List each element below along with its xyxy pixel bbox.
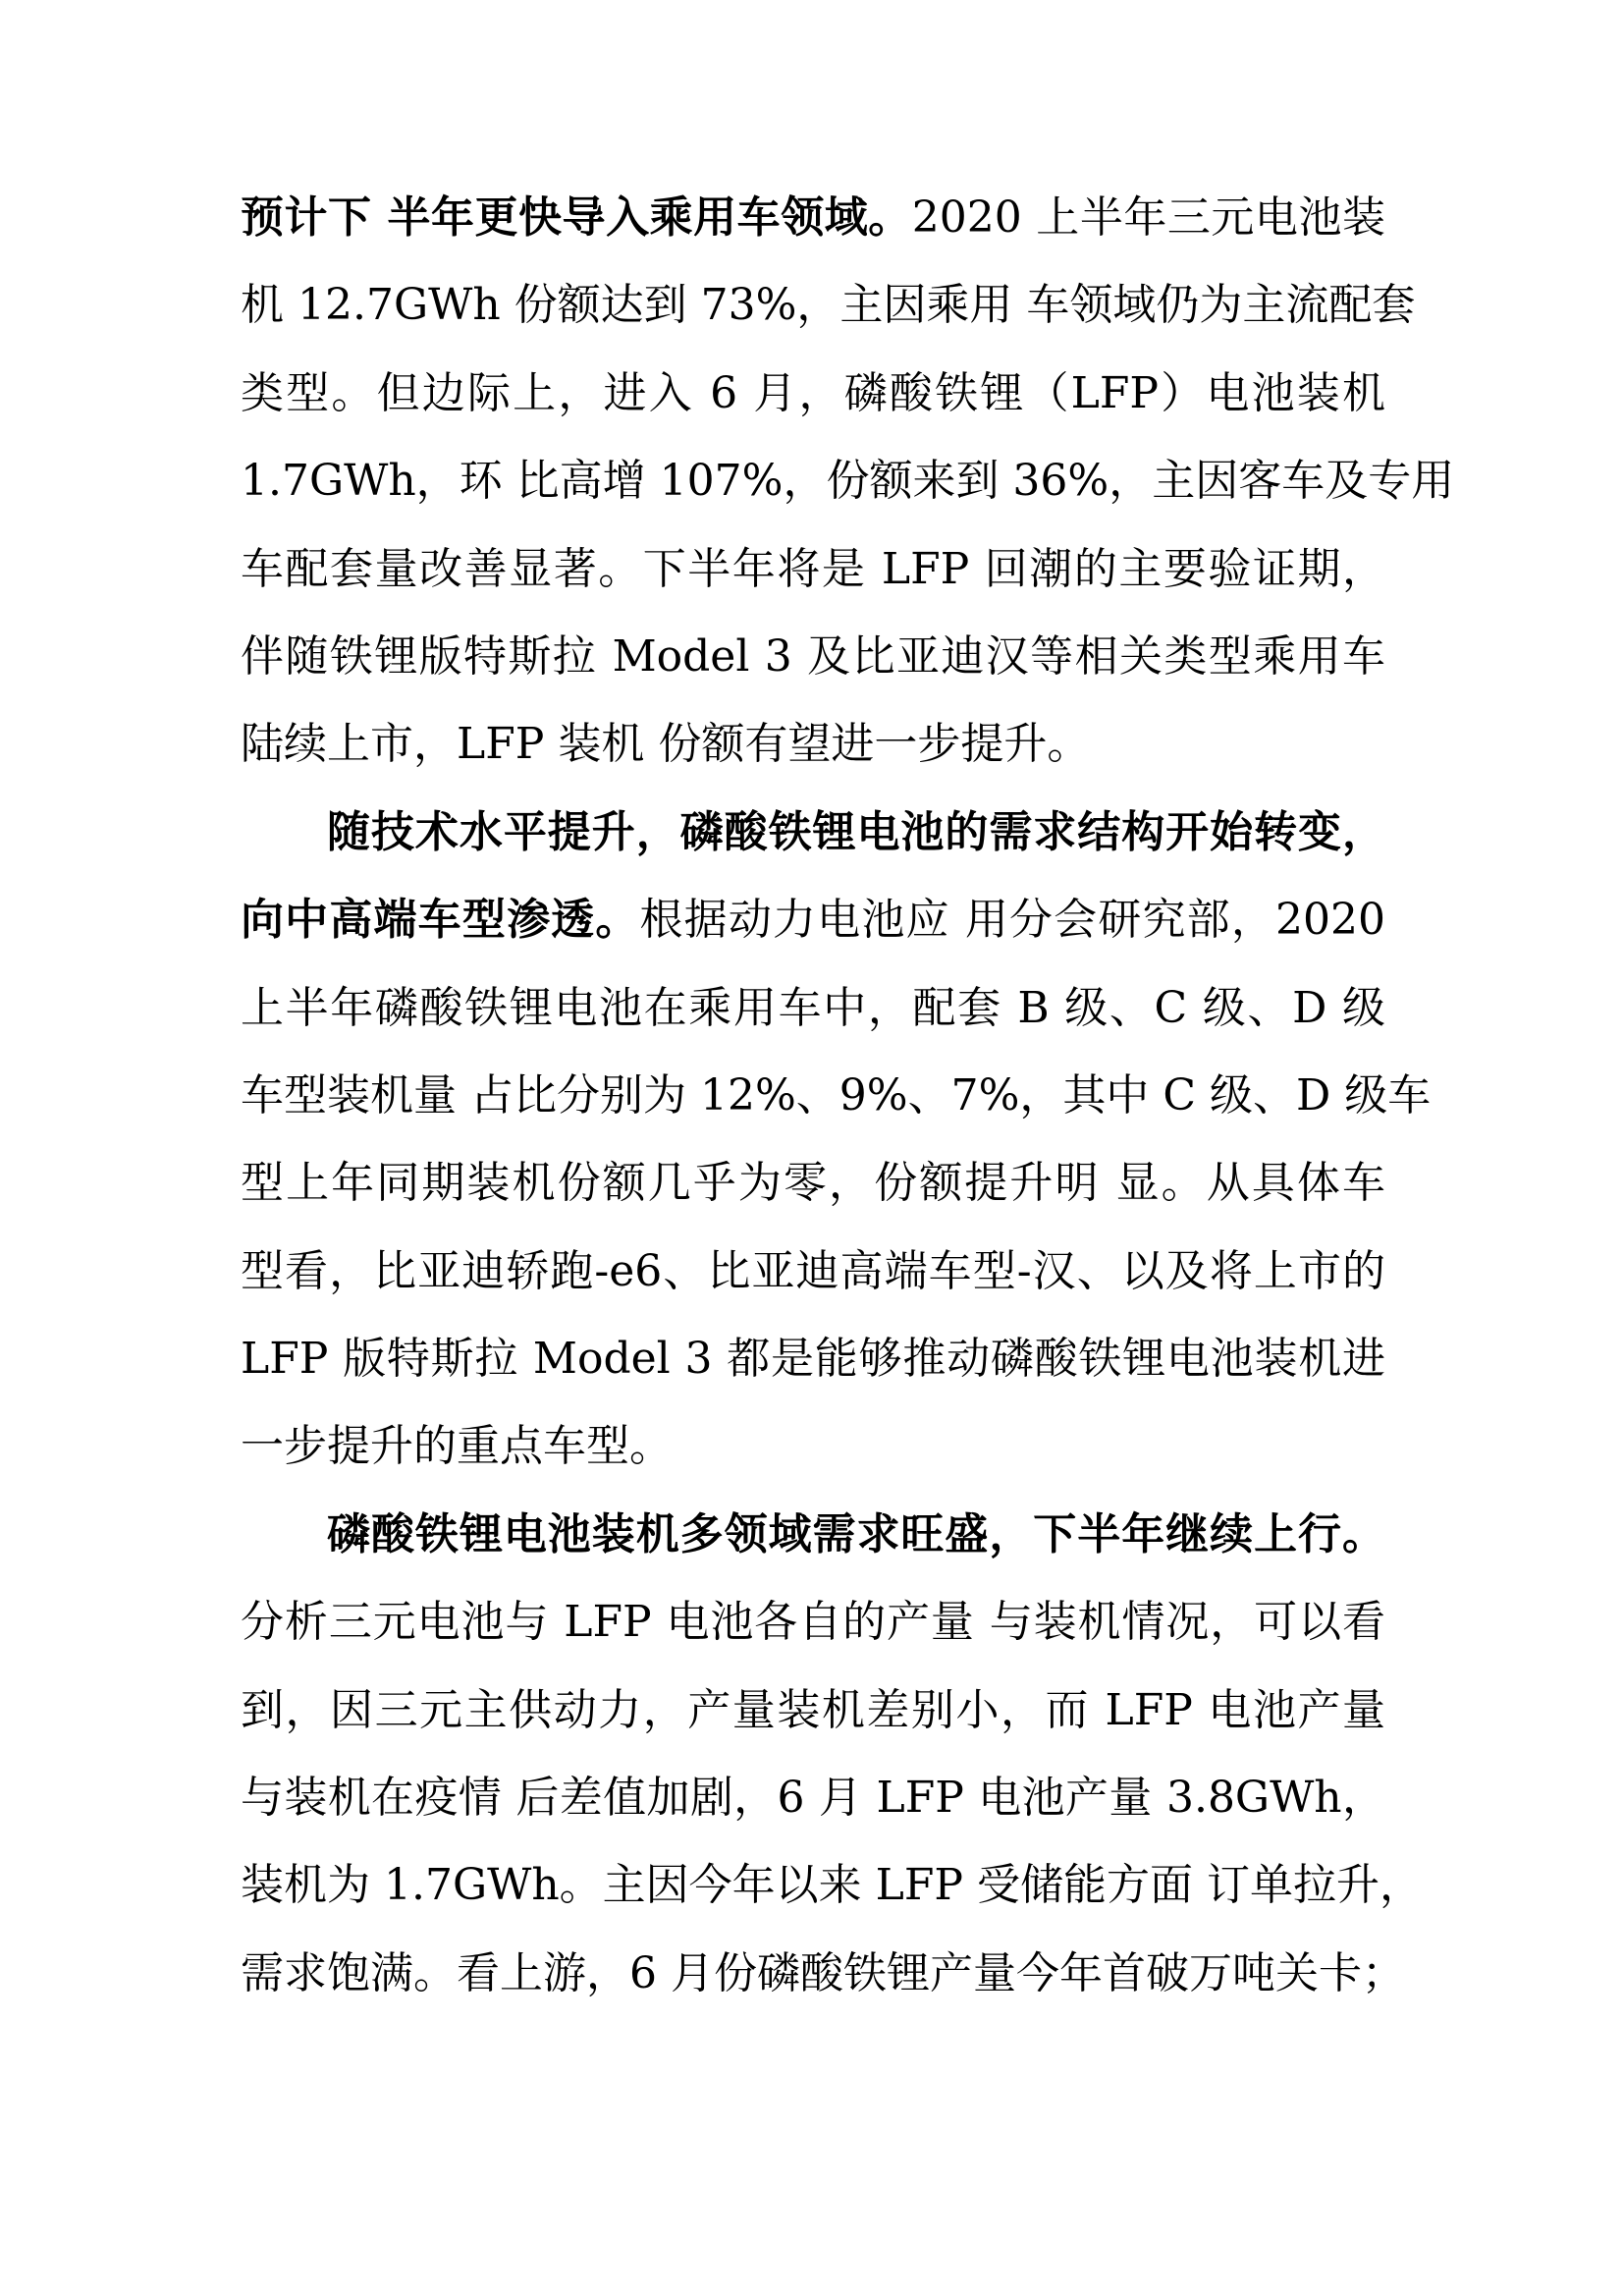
- text-segment: 一步提升的重点车型。: [241, 1421, 673, 1472]
- text-line-2: [241, 261, 1416, 349]
- text-line-6: [241, 613, 1385, 700]
- document-text-block: [241, 174, 1455, 2017]
- text-line-1: [241, 174, 1385, 261]
- text-line-18: [241, 1667, 1385, 1754]
- text-segment: 上半年磷酸铁锂电池在乘用车中，配套 B 级、C 级、D 级: [241, 982, 1385, 1033]
- text-line-21: [241, 1930, 1405, 2017]
- text-segment: 机 12.7GWh 份额达到 73%，主因乘用 车领域仍为主流配套: [241, 280, 1416, 331]
- text-line-15: [241, 1402, 1385, 1490]
- text-line-16: [241, 1491, 1385, 1578]
- text-line-5: [241, 525, 1385, 613]
- text-segment: 根据动力电池应 用分会研究部，2020: [639, 895, 1385, 946]
- text-line-8: [241, 789, 1385, 876]
- text-segment: 类型。但边际上，进入 6 月，磷酸铁锂（LFP）电池装机: [241, 367, 1385, 418]
- text-segment: 陆续上市，LFP 装机 份额有望进一步提升。: [241, 719, 1091, 770]
- bold-text-segment: 向中高端车型渗透。: [241, 895, 640, 946]
- text-segment: 需求饱满。看上游，6 月份磷酸铁锂产量今年首破万吨关卡；: [241, 1947, 1405, 1998]
- text-segment: 到，因三元主供动力，产量装机差别小，而 LFP 电池产量: [241, 1684, 1385, 1735]
- text-line-20: [241, 1841, 1423, 1929]
- text-segment: 分析三元电池与 LFP 电池各自的产量 与装机情况，可以看: [241, 1597, 1385, 1648]
- text-line-12: [241, 1139, 1385, 1227]
- text-segment: 车型装机量 占比分别为 12%、9%、7%，其中 C 级、D 级车: [241, 1069, 1432, 1121]
- text-segment: 装机为 1.7GWh。主因今年以来 LFP 受储能方面 订单拉升，: [241, 1860, 1423, 1911]
- bold-text-segment: 随技术水平提升，磷酸铁锂电池的需求结构开始转变，: [327, 806, 1385, 857]
- bold-text-segment: 磷酸铁锂电池装机多领域需求旺盛，下半年继续上行。: [327, 1508, 1385, 1559]
- text-segment: 型看，比亚迪轿跑-e6、比亚迪高端车型-汉、以及将上市的: [241, 1245, 1385, 1296]
- text-line-9: [241, 876, 1385, 963]
- text-segment: 车配套量改善显著。下半年将是 LFP 回潮的主要验证期，: [241, 543, 1385, 594]
- text-segment: 2020 上半年三元电池装: [911, 192, 1385, 243]
- text-segment: 与装机在疫情 后差值加剧，6 月 LFP 电池产量 3.8GWh，: [241, 1773, 1385, 1824]
- text-line-7: [241, 700, 1385, 788]
- text-line-13: [241, 1228, 1385, 1315]
- text-line-14: [241, 1315, 1385, 1402]
- bold-text-segment: 预计下 半年更快导入乘用车领域。: [241, 192, 912, 243]
- text-line-11: [241, 1052, 1432, 1139]
- text-line-4: [241, 437, 1455, 524]
- text-line-3: [241, 350, 1385, 437]
- text-segment: LFP 版特斯拉 Model 3 都是能够推动磷酸铁锂电池装机进: [241, 1334, 1385, 1385]
- text-segment: 伴随铁锂版特斯拉 Model 3 及比亚迪汉等相关类型乘用车: [241, 630, 1385, 682]
- text-segment: 1.7GWh，环 比高增 107%，份额来到 36%，主因客车及专用: [241, 456, 1455, 507]
- text-line-17: [241, 1578, 1385, 1666]
- text-line-10: [241, 964, 1385, 1052]
- text-line-19: [241, 1754, 1385, 1841]
- text-segment: 型上年同期装机份额几乎为零，份额提升明 显。从具体车: [241, 1158, 1385, 1209]
